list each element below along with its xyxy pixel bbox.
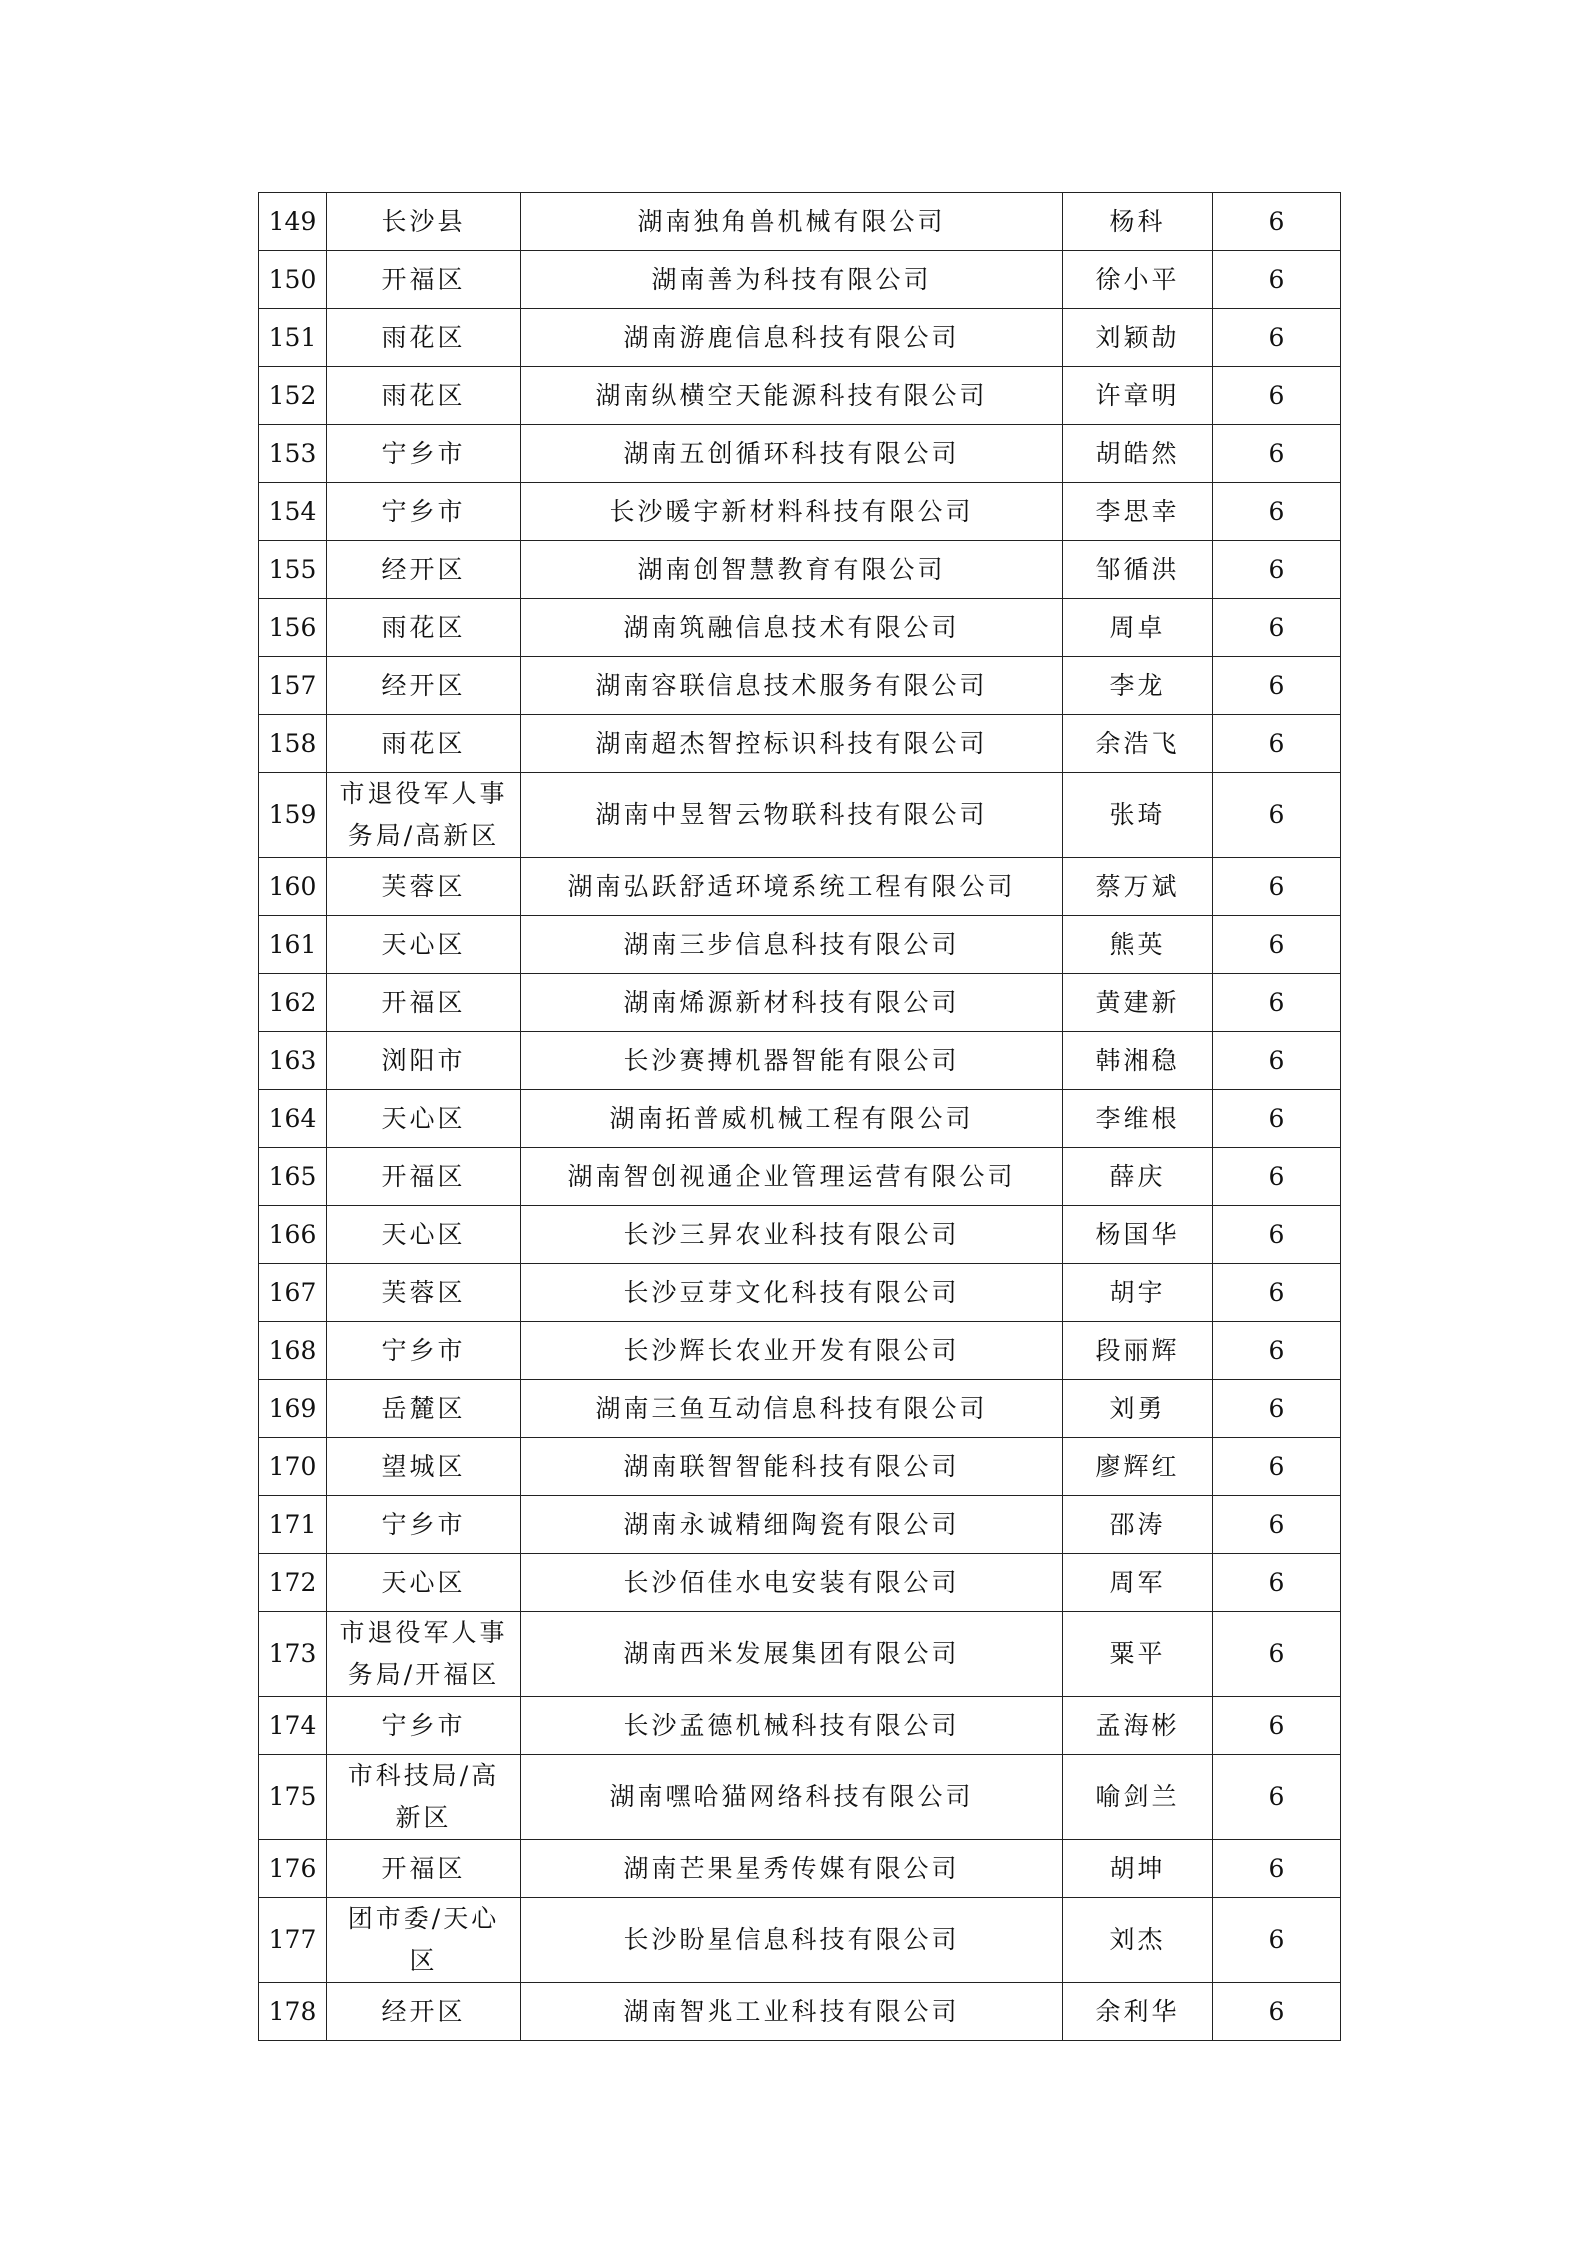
cell-person: 蔡万斌 <box>1063 858 1213 916</box>
cell-company: 湖南三鱼互动信息科技有限公司 <box>521 1380 1063 1438</box>
table-row <box>259 1206 1341 1264</box>
cell-person: 段丽辉 <box>1063 1322 1213 1380</box>
cell-number: 161 <box>259 916 327 974</box>
table-row <box>259 309 1341 367</box>
cell-number: 173 <box>259 1612 327 1697</box>
table-row <box>259 1148 1341 1206</box>
cell-person: 杨科 <box>1063 193 1213 251</box>
cell-person: 余利华 <box>1063 1983 1213 2041</box>
table-row <box>259 1032 1341 1090</box>
table-row <box>259 599 1341 657</box>
cell-person: 胡坤 <box>1063 1840 1213 1898</box>
cell-score: 6 <box>1213 193 1341 251</box>
cell-company: 湖南中昱智云物联科技有限公司 <box>521 773 1063 858</box>
cell-person: 李思幸 <box>1063 483 1213 541</box>
cell-company: 湖南超杰智控标识科技有限公司 <box>521 715 1063 773</box>
cell-person: 薛庆 <box>1063 1148 1213 1206</box>
cell-district: 宁乡市 <box>327 483 521 541</box>
cell-person: 周卓 <box>1063 599 1213 657</box>
cell-company: 长沙辉长农业开发有限公司 <box>521 1322 1063 1380</box>
cell-number: 158 <box>259 715 327 773</box>
cell-person: 邹循洪 <box>1063 541 1213 599</box>
cell-score: 6 <box>1213 1496 1341 1554</box>
cell-district: 浏阳市 <box>327 1032 521 1090</box>
table-row <box>259 1554 1341 1612</box>
cell-number: 169 <box>259 1380 327 1438</box>
cell-district: 天心区 <box>327 916 521 974</box>
cell-score: 6 <box>1213 483 1341 541</box>
table-row <box>259 1496 1341 1554</box>
cell-company: 湖南筑融信息技术有限公司 <box>521 599 1063 657</box>
cell-company: 湖南纵横空天能源科技有限公司 <box>521 367 1063 425</box>
cell-district: 雨花区 <box>327 599 521 657</box>
cell-number: 170 <box>259 1438 327 1496</box>
cell-person: 韩湘稳 <box>1063 1032 1213 1090</box>
cell-number: 164 <box>259 1090 327 1148</box>
cell-district: 宁乡市 <box>327 425 521 483</box>
cell-person: 张琦 <box>1063 773 1213 858</box>
table-body <box>259 193 1341 2041</box>
cell-company: 长沙佰佳水电安装有限公司 <box>521 1554 1063 1612</box>
cell-district: 雨花区 <box>327 367 521 425</box>
cell-score: 6 <box>1213 1755 1341 1840</box>
cell-company: 长沙孟德机械科技有限公司 <box>521 1697 1063 1755</box>
cell-company: 长沙豆芽文化科技有限公司 <box>521 1264 1063 1322</box>
cell-company: 长沙盼星信息科技有限公司 <box>521 1898 1063 1983</box>
cell-number: 155 <box>259 541 327 599</box>
cell-number: 168 <box>259 1322 327 1380</box>
cell-score: 6 <box>1213 309 1341 367</box>
cell-person: 李维根 <box>1063 1090 1213 1148</box>
cell-person: 许章明 <box>1063 367 1213 425</box>
table-row <box>259 773 1341 858</box>
cell-district: 经开区 <box>327 657 521 715</box>
cell-score: 6 <box>1213 974 1341 1032</box>
table-row <box>259 715 1341 773</box>
cell-number: 172 <box>259 1554 327 1612</box>
cell-number: 159 <box>259 773 327 858</box>
cell-score: 6 <box>1213 367 1341 425</box>
cell-score: 6 <box>1213 425 1341 483</box>
cell-person: 廖辉红 <box>1063 1438 1213 1496</box>
cell-company: 湖南游鹿信息科技有限公司 <box>521 309 1063 367</box>
cell-score: 6 <box>1213 715 1341 773</box>
cell-person: 徐小平 <box>1063 251 1213 309</box>
cell-number: 151 <box>259 309 327 367</box>
cell-score: 6 <box>1213 1612 1341 1697</box>
cell-person: 孟海彬 <box>1063 1697 1213 1755</box>
cell-number: 149 <box>259 193 327 251</box>
cell-company: 湖南烯源新材科技有限公司 <box>521 974 1063 1032</box>
cell-score: 6 <box>1213 541 1341 599</box>
cell-district: 开福区 <box>327 974 521 1032</box>
table-row <box>259 1380 1341 1438</box>
cell-score: 6 <box>1213 599 1341 657</box>
cell-score: 6 <box>1213 1438 1341 1496</box>
table-row <box>259 483 1341 541</box>
cell-district: 雨花区 <box>327 309 521 367</box>
cell-district: 宁乡市 <box>327 1496 521 1554</box>
table-row <box>259 1090 1341 1148</box>
cell-district: 岳麓区 <box>327 1380 521 1438</box>
cell-number: 156 <box>259 599 327 657</box>
cell-person: 粟平 <box>1063 1612 1213 1697</box>
table-row <box>259 1322 1341 1380</box>
cell-company: 湖南弘跃舒适环境系统工程有限公司 <box>521 858 1063 916</box>
table-row <box>259 1438 1341 1496</box>
cell-score: 6 <box>1213 1840 1341 1898</box>
cell-number: 160 <box>259 858 327 916</box>
cell-score: 6 <box>1213 773 1341 858</box>
cell-company: 湖南嘿哈猫网络科技有限公司 <box>521 1755 1063 1840</box>
cell-company: 长沙赛搏机器智能有限公司 <box>521 1032 1063 1090</box>
cell-person: 喻剑兰 <box>1063 1755 1213 1840</box>
cell-district: 雨花区 <box>327 715 521 773</box>
cell-company: 湖南西米发展集团有限公司 <box>521 1612 1063 1697</box>
cell-number: 153 <box>259 425 327 483</box>
cell-company: 湖南创智慧教育有限公司 <box>521 541 1063 599</box>
cell-district: 芙蓉区 <box>327 858 521 916</box>
cell-company: 湖南五创循环科技有限公司 <box>521 425 1063 483</box>
cell-district: 市退役军人事务局/开福区 <box>327 1612 521 1697</box>
cell-district: 天心区 <box>327 1090 521 1148</box>
table-row <box>259 1264 1341 1322</box>
cell-number: 167 <box>259 1264 327 1322</box>
cell-person: 刘杰 <box>1063 1898 1213 1983</box>
cell-score: 6 <box>1213 1264 1341 1322</box>
table-row <box>259 1697 1341 1755</box>
cell-district: 望城区 <box>327 1438 521 1496</box>
cell-district: 天心区 <box>327 1554 521 1612</box>
cell-score: 6 <box>1213 1898 1341 1983</box>
cell-number: 154 <box>259 483 327 541</box>
cell-company: 湖南智创视通企业管理运营有限公司 <box>521 1148 1063 1206</box>
cell-district: 天心区 <box>327 1206 521 1264</box>
cell-number: 174 <box>259 1697 327 1755</box>
cell-number: 177 <box>259 1898 327 1983</box>
award-list-table <box>258 192 1341 2041</box>
cell-score: 6 <box>1213 251 1341 309</box>
cell-number: 162 <box>259 974 327 1032</box>
cell-number: 178 <box>259 1983 327 2041</box>
cell-score: 6 <box>1213 657 1341 715</box>
table-row <box>259 974 1341 1032</box>
cell-company: 湖南智兆工业科技有限公司 <box>521 1983 1063 2041</box>
cell-score: 6 <box>1213 858 1341 916</box>
cell-district: 市科技局/高新区 <box>327 1755 521 1840</box>
cell-person: 刘颖劼 <box>1063 309 1213 367</box>
cell-number: 152 <box>259 367 327 425</box>
cell-company: 湖南三步信息科技有限公司 <box>521 916 1063 974</box>
cell-person: 余浩飞 <box>1063 715 1213 773</box>
cell-number: 157 <box>259 657 327 715</box>
cell-district: 团市委/天心区 <box>327 1898 521 1983</box>
cell-district: 长沙县 <box>327 193 521 251</box>
cell-district: 宁乡市 <box>327 1697 521 1755</box>
table-row <box>259 916 1341 974</box>
cell-score: 6 <box>1213 916 1341 974</box>
table-row <box>259 541 1341 599</box>
cell-district: 经开区 <box>327 1983 521 2041</box>
cell-number: 150 <box>259 251 327 309</box>
cell-person: 黄建新 <box>1063 974 1213 1032</box>
cell-person: 胡皓然 <box>1063 425 1213 483</box>
cell-score: 6 <box>1213 1032 1341 1090</box>
cell-number: 175 <box>259 1755 327 1840</box>
cell-company: 湖南永诚精细陶瓷有限公司 <box>521 1496 1063 1554</box>
cell-score: 6 <box>1213 1697 1341 1755</box>
table-row <box>259 858 1341 916</box>
cell-score: 6 <box>1213 1380 1341 1438</box>
cell-company: 长沙暖宇新材料科技有限公司 <box>521 483 1063 541</box>
cell-company: 湖南拓普威机械工程有限公司 <box>521 1090 1063 1148</box>
cell-district: 开福区 <box>327 1840 521 1898</box>
cell-number: 171 <box>259 1496 327 1554</box>
table-row <box>259 1840 1341 1898</box>
cell-district: 开福区 <box>327 1148 521 1206</box>
cell-score: 6 <box>1213 1206 1341 1264</box>
cell-person: 李龙 <box>1063 657 1213 715</box>
cell-company: 长沙三昇农业科技有限公司 <box>521 1206 1063 1264</box>
cell-number: 166 <box>259 1206 327 1264</box>
table-row <box>259 425 1341 483</box>
cell-person: 熊英 <box>1063 916 1213 974</box>
cell-score: 6 <box>1213 1983 1341 2041</box>
table-row <box>259 251 1341 309</box>
cell-district: 开福区 <box>327 251 521 309</box>
cell-score: 6 <box>1213 1148 1341 1206</box>
cell-number: 163 <box>259 1032 327 1090</box>
cell-company: 湖南联智智能科技有限公司 <box>521 1438 1063 1496</box>
table-row <box>259 193 1341 251</box>
cell-person: 胡宇 <box>1063 1264 1213 1322</box>
table-row <box>259 1612 1341 1697</box>
cell-company: 湖南芒果星秀传媒有限公司 <box>521 1840 1063 1898</box>
cell-district: 宁乡市 <box>327 1322 521 1380</box>
cell-company: 湖南善为科技有限公司 <box>521 251 1063 309</box>
cell-number: 176 <box>259 1840 327 1898</box>
table-row <box>259 1755 1341 1840</box>
table-row <box>259 367 1341 425</box>
cell-district: 芙蓉区 <box>327 1264 521 1322</box>
cell-district: 市退役军人事务局/高新区 <box>327 773 521 858</box>
cell-person: 杨国华 <box>1063 1206 1213 1264</box>
table-row <box>259 1898 1341 1983</box>
table-row <box>259 657 1341 715</box>
cell-person: 刘勇 <box>1063 1380 1213 1438</box>
cell-number: 165 <box>259 1148 327 1206</box>
table-row <box>259 1983 1341 2041</box>
cell-person: 邵涛 <box>1063 1496 1213 1554</box>
cell-score: 6 <box>1213 1090 1341 1148</box>
cell-score: 6 <box>1213 1322 1341 1380</box>
cell-district: 经开区 <box>327 541 521 599</box>
cell-person: 周军 <box>1063 1554 1213 1612</box>
cell-company: 湖南容联信息技术服务有限公司 <box>521 657 1063 715</box>
cell-score: 6 <box>1213 1554 1341 1612</box>
cell-company: 湖南独角兽机械有限公司 <box>521 193 1063 251</box>
